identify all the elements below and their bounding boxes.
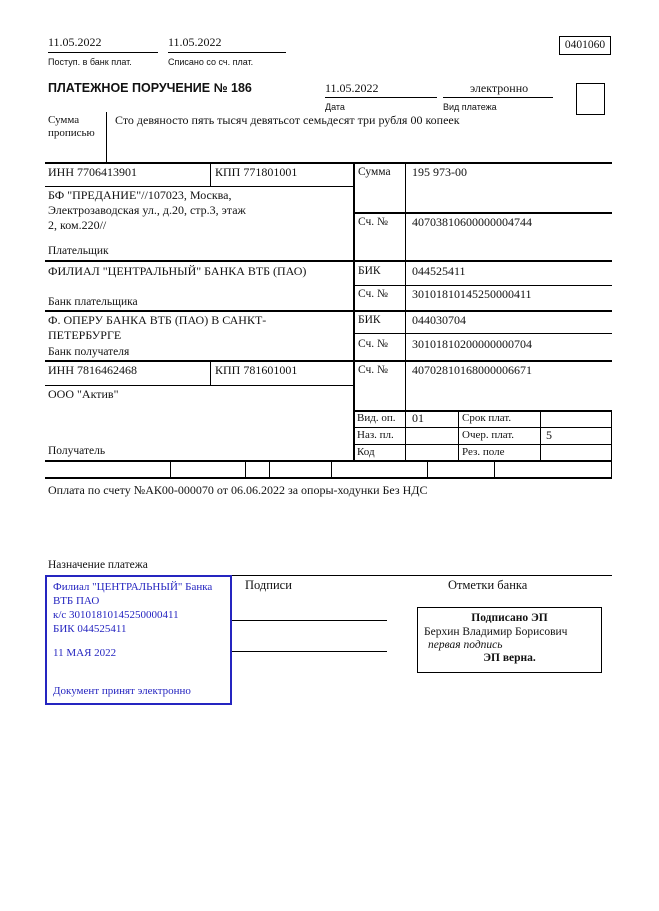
table-border [354, 427, 612, 428]
payee-account-label: Сч. № [358, 364, 389, 376]
ep-title: Подписано ЭП [471, 612, 548, 624]
payer-bank-account-value: 30101810145250000411 [412, 287, 532, 301]
order-value: 5 [546, 428, 552, 442]
code-label: Код [357, 446, 375, 458]
payer-bank-caption: Банк плательщика [48, 296, 138, 308]
payer-name-line: БФ "ПРЕДАНИЕ"//107023, Москва, [48, 188, 232, 202]
amount-words-label: Сумма прописью [48, 114, 95, 139]
table-border [353, 162, 355, 460]
payer-bank-bik-value: 044525411 [412, 264, 466, 278]
table-border [540, 410, 541, 460]
payer-bank-bik-label: БИК [358, 265, 381, 277]
stamp-corr-account: к/с 30101810145250000411 [53, 609, 179, 621]
ep-verdict: ЭП верна. [483, 652, 536, 664]
payee-account-value: 40702810168000006671 [412, 363, 532, 377]
sum-value: 195 973-00 [412, 165, 467, 179]
purpose-code-label: Наз. пл. [357, 429, 394, 441]
underline [168, 52, 286, 53]
underline [443, 97, 553, 98]
payment-purpose-caption: Назначение платежа [48, 559, 148, 571]
signature-line [232, 651, 387, 652]
table-border [45, 460, 612, 462]
document-date: 11.05.2022 [325, 81, 379, 95]
op-kind-value: 01 [412, 411, 424, 425]
table-border [45, 477, 612, 479]
bank-marks-title: Отметки банка [448, 578, 528, 592]
payer-caption: Плательщик [48, 245, 109, 257]
electronic-signature-stamp [417, 607, 602, 673]
table-border [45, 260, 612, 262]
stamp-footer: Документ принят электронно [53, 685, 191, 697]
section-border [230, 575, 612, 576]
payee-name: ООО "Актив" [48, 387, 119, 401]
op-kind-label: Вид. оп. [357, 412, 396, 424]
payment-kind-value: электронно [470, 81, 529, 95]
payee-bank-caption: Банк получателя [48, 346, 130, 358]
received-in-bank-date: 11.05.2022 [48, 35, 102, 49]
payee-bank-account-value: 30101810200000000704 [412, 337, 532, 351]
payee-bank-name-line: ПЕТЕРБУРГЕ [48, 328, 122, 342]
date-caption: Дата [325, 102, 345, 112]
stamp-date: 11 МАЯ 2022 [53, 647, 117, 659]
payee-bank-name-line: Ф. ОПЕРУ БАНКА ВТБ (ПАО) В САНКТ- [48, 313, 267, 327]
table-border [45, 360, 612, 362]
amount-in-words: Сто девяносто пять тысяч девятьсот семьдесят три рубля 00 копеек [115, 113, 460, 127]
document-title: ПЛАТЕЖНОЕ ПОРУЧЕНИЕ № 186 [48, 81, 252, 95]
table-border [611, 410, 612, 477]
received-in-bank-caption: Поступ. в банк плат. [48, 57, 132, 67]
divider [106, 112, 107, 162]
bank-stamp [45, 575, 232, 705]
table-border [45, 162, 612, 164]
payer-name-line: 2, ком.220// [48, 218, 107, 232]
order-label: Очер. плат. [462, 429, 515, 441]
ep-signature-note: первая подпись [428, 639, 503, 651]
payment-kind-caption: Вид платежа [443, 102, 497, 112]
table-border [331, 460, 332, 477]
payee-bank-bik-value: 044030704 [412, 313, 466, 327]
underline [48, 52, 158, 53]
underline [325, 97, 437, 98]
table-border [427, 460, 428, 477]
table-border [45, 310, 612, 312]
payer-bank-account-label: Сч. № [358, 288, 389, 300]
table-border [354, 285, 612, 286]
stamp-bank-name-line: Филиал "ЦЕНТРАЛЬНЫЙ" Банка [53, 581, 213, 593]
payer-name-line: Электрозаводская ул., д.20, стр.3, этаж [48, 203, 246, 217]
payer-bank-name: ФИЛИАЛ "ЦЕНТРАЛЬНЫЙ" БАНКА ВТБ (ПАО) [48, 264, 307, 278]
table-border [210, 360, 211, 385]
payee-inn: ИНН 7816462468 [48, 363, 137, 377]
payee-bank-account-label: Сч. № [358, 338, 389, 350]
payer-account-label: Сч. № [358, 216, 389, 228]
sum-label: Сумма [358, 166, 391, 178]
payer-kpp: КПП 771801001 [215, 165, 298, 179]
stamp-bik: БИК 044525411 [53, 623, 127, 635]
table-border [354, 444, 612, 445]
due-date-label: Срок плат. [462, 412, 512, 424]
payee-kpp: КПП 781601001 [215, 363, 298, 377]
table-border [494, 460, 495, 477]
table-border [170, 460, 171, 477]
table-border [405, 162, 406, 460]
table-border [45, 385, 354, 386]
signature-line [232, 620, 387, 621]
table-border [354, 212, 612, 214]
payee-caption: Получатель [48, 445, 106, 457]
payer-account-value: 40703810600000004744 [412, 215, 532, 229]
debited-from-account-date: 11.05.2022 [168, 35, 222, 49]
table-border [45, 186, 354, 187]
payment-type-checkbox [576, 83, 605, 115]
reserve-field-label: Рез. поле [462, 446, 505, 458]
payer-inn: ИНН 7706413901 [48, 165, 137, 179]
payee-bank-bik-label: БИК [358, 314, 381, 326]
table-border [458, 410, 459, 460]
stamp-bank-name-line: ВТБ ПАО [53, 595, 100, 607]
signatures-title: Подписи [245, 578, 292, 592]
debited-from-account-caption: Списано со сч. плат. [168, 57, 254, 67]
form-code-box: 0401060 [559, 36, 611, 55]
ep-signer-name: Берхин Владимир Борисович [424, 626, 568, 638]
payment-purpose-text: Оплата по счету №АК00-000070 от 06.06.2022 за опоры-ходунки Без НДС [48, 483, 428, 497]
table-border [354, 333, 612, 334]
table-border [269, 460, 270, 477]
table-border [245, 460, 246, 477]
table-border [210, 162, 211, 186]
